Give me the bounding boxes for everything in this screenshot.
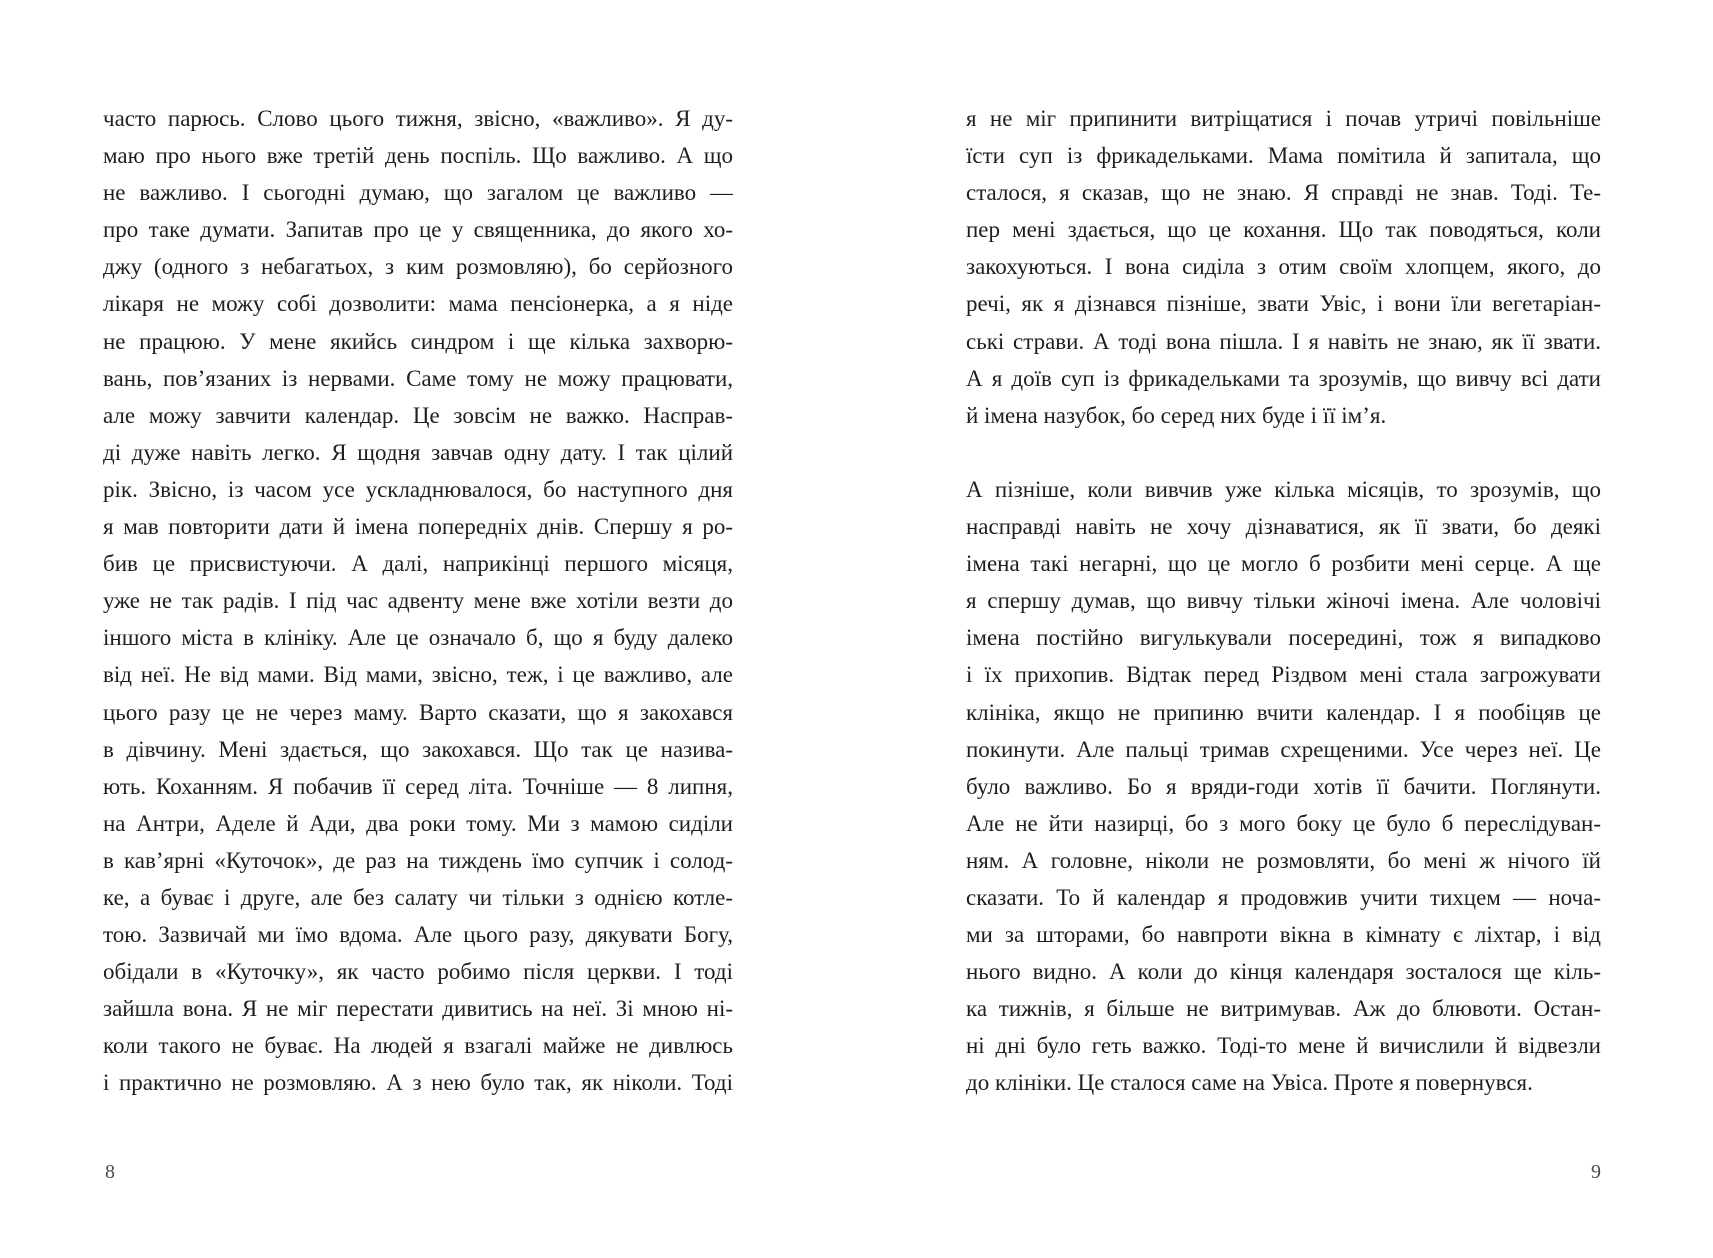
text-line: зайшла вона. Я не міг перестати дивитись на неї. Зі мною ні- [103, 996, 733, 1022]
text-line: речі, як я дізнався пізніше, звати Увіс, і вони їли вегетаріан- [966, 291, 1601, 317]
page-right-text [966, 100, 1601, 1102]
text-line: уже не так радів. І під час адвенту мене вже хотіли везти до [103, 588, 733, 614]
text-line: було важливо. Бо я вряди-годи хотів її бачити. Поглянути. [966, 773, 1601, 799]
text-line: ням. А головне, ніколи не розмовляти, бо мені ж нічого їй [966, 847, 1601, 873]
text-line: ні дні було геть важко. Тоді-то мене й вичислили й відвезли [966, 1033, 1601, 1059]
text-line: я спершу думав, що вивчу тільки жіночі імена. Але чоловічі [966, 588, 1601, 614]
text-line: ми за шторами, бо навпроти вікна в кімнату є ліхтар, і від [966, 922, 1601, 948]
text-line: про таке думати. Запитав про це у священника, до якого хо- [103, 217, 733, 243]
text-line: й імена назубок, бо серед них буде і її ім’я. [966, 402, 1387, 428]
text-line: закохуються. І вона сиділа з отим своїм хлопцем, якого, до [966, 254, 1601, 280]
page-number-left: 8 [105, 1161, 115, 1183]
paragraph [966, 471, 1601, 1102]
page-left-text [103, 100, 733, 1102]
text-line: до клініки. Це сталося саме на Увіса. Проте я повернувся. [966, 1070, 1533, 1096]
text-line: обідали в «Куточку», як часто робимо після церкви. І тоді [103, 959, 733, 985]
text-line: джу (одного з небагатьох, з ким розмовляю), бо серйозного [103, 254, 733, 280]
text-line: лікаря не можу собі дозволити: мама пенсіонерка, а я ніде [103, 291, 733, 317]
text-line: А я доїв суп із фрикадельками та зрозумів, що вивчу всі дати [966, 365, 1601, 391]
text-line: ка тижнів, я більше не витримував. Аж до блювоти. Остан- [966, 996, 1601, 1022]
text-line: від неї. Не від мами. Від мами, звісно, теж, і це важливо, але [103, 662, 733, 688]
text-line: імена постійно вигулькували посередині, тож я випадково [966, 625, 1601, 651]
text-line: не важливо. І сьогодні думаю, що загалом це важливо — [103, 180, 733, 206]
text-line: імена такі негарні, що це могло б розбити мені серце. А ще [966, 551, 1601, 577]
text-line: тою. Зазвичай ми їмо вдома. Але цього разу, дякувати Богу, [103, 922, 733, 948]
text-line: і практично не розмовляю. А з нею було так, як ніколи. Тоді [103, 1070, 733, 1096]
text-line: сталося, я сказав, що не знаю. Я справді не знав. Тоді. Те- [966, 180, 1601, 206]
text-line: не працюю. У мене якийсь синдром і ще кілька захворю- [103, 328, 733, 354]
text-line: маю про нього вже третій день поспіль. Що важливо. А що [103, 143, 733, 169]
text-line: коли такого не буває. На людей я взагалі майже не дивлюсь [103, 1033, 733, 1059]
paragraph [966, 100, 1601, 434]
text-line: вань, пов’язаних із нервами. Саме тому не можу працювати, [103, 365, 733, 391]
text-line: рік. Звісно, із часом усе ускладнювалося, бо наступного дня [103, 476, 733, 502]
text-line: насправді навіть не хочу дізнаватися, як її звати, бо деякі [966, 514, 1601, 540]
book-page-left [103, 0, 733, 1258]
text-line: А пізніше, коли вивчив уже кілька місяців, то зрозумів, що [966, 476, 1601, 502]
paragraph [103, 100, 733, 1102]
text-line: нього видно. А коли до кінця календаря зосталося ще кіль- [966, 959, 1601, 985]
text-line: ке, а буває і друге, але без салату чи тільки з однією котле- [103, 884, 733, 910]
text-line: покинути. Але пальці тримав схрещеними. Усе через неї. Це [966, 736, 1601, 762]
text-line: сказати. То й календар я продовжив учити тихцем — ноча- [966, 884, 1601, 910]
text-line: в кав’ярні «Куточок», де раз на тиждень їмо супчик і солод- [103, 847, 733, 873]
text-line: я не міг припинити витріщатися і почав утричі повільніше [966, 106, 1601, 131]
text-line: ють. Коханням. Я побачив її серед літа. Точніше — 8 липня, [103, 773, 733, 799]
text-line: часто парюсь. Слово цього тижня, звісно, «важливо». Я ду- [103, 106, 733, 131]
text-line: Але не йти назирці, бо з мого боку це було б переслідуван- [966, 810, 1601, 836]
page-number-right: 9 [1591, 1161, 1601, 1183]
text-line: ські страви. А тоді вона пішла. І я навіть не знаю, як її звати. [966, 328, 1601, 354]
book-page-right [966, 0, 1601, 1258]
text-line: на Антри, Аделе й Ади, два роки тому. Ми з мамою сиділи [103, 810, 733, 836]
text-line: бив це присвистуючи. А далі, наприкінці першого місяця, [103, 551, 733, 577]
text-line: але можу завчити календар. Це зовсім не важко. Насправ- [103, 402, 733, 428]
text-line: і їх прихопив. Відтак перед Різдвом мені стала загрожувати [966, 662, 1601, 688]
text-line: ді дуже навіть легко. Я щодня завчав одну дату. І так цілий [103, 439, 733, 465]
text-line: я мав повторити дати й імена попередніх днів. Спершу я ро- [103, 514, 733, 540]
text-line: в дівчину. Мені здається, що закохався. Що так це назива- [103, 736, 733, 762]
text-line: іншого міста в клініку. Але це означало б, що я буду далеко [103, 625, 733, 651]
text-line: цього разу це не через маму. Варто сказати, що я закохався [103, 699, 733, 725]
text-line: пер мені здається, що це кохання. Що так поводяться, коли [966, 217, 1601, 243]
text-line: їсти суп із фрикадельками. Мама помітила й запитала, що [966, 143, 1601, 169]
text-line: клініка, якщо не припиню вчити календар. І я пообіцяв це [966, 699, 1601, 725]
